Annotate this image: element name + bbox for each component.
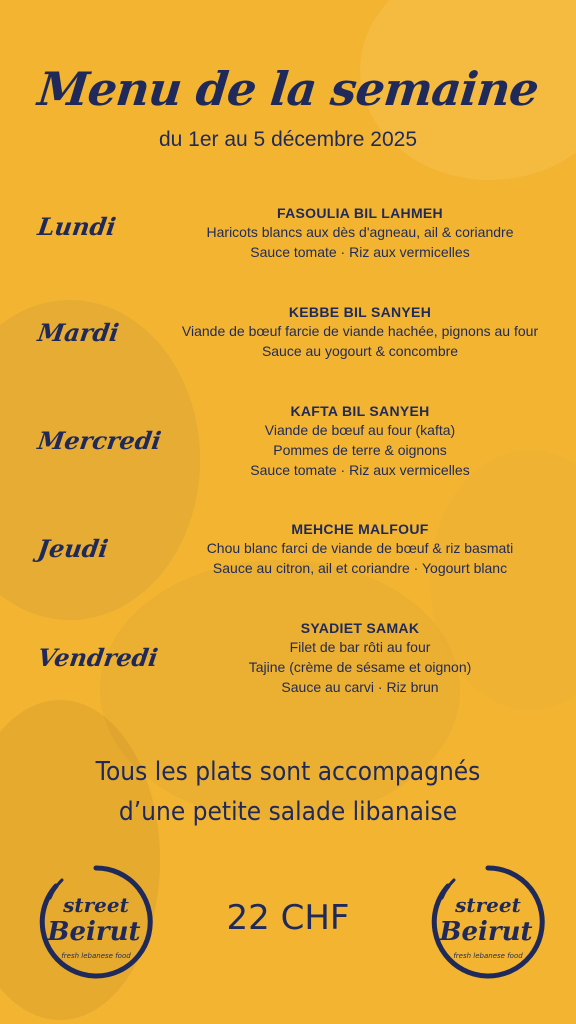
dish-description: Pommes de terre & oignons [273, 442, 447, 458]
logo-tagline: fresh lebanese food [61, 952, 131, 960]
menu-item-mercredi [160, 402, 560, 480]
dish-description: Sauce au citron, ail et coriandre · Yogourt blanc [212, 560, 508, 576]
dish-description: Viande de bœuf au four (kafta) [264, 422, 456, 438]
day-label-lundi: Lundi [35, 212, 118, 241]
dish-description: Viande de bœuf farcie de viande hachée, pignons au four [181, 323, 539, 339]
street-beirut-logo-left [36, 862, 156, 982]
dish-name: MEHCHE MALFOUF [291, 521, 429, 537]
street-beirut-logo-right [428, 862, 548, 982]
side-salad-note [29, 752, 547, 832]
dish-description: Haricots blancs aux dès d'agneau, ail & coriandre [206, 224, 514, 240]
logo-line2: Beirut [439, 917, 533, 947]
price: 22 CHF [226, 898, 350, 938]
logo-line1: street [455, 893, 521, 917]
page-title: Menu de la semaine [35, 62, 541, 116]
note-line: Tous les plats sont accompagnés [95, 757, 481, 787]
dish-name: SYADIET SAMAK [300, 620, 420, 636]
day-label-jeudi: Jeudi [35, 534, 111, 563]
note-line: d’une petite salade libanaise [118, 797, 458, 827]
logo-tagline: fresh lebanese food [453, 952, 523, 960]
dish-description: Tajine (crème de sésame et oignon) [248, 659, 472, 675]
menu-item-lundi [160, 204, 560, 262]
menu-item-vendredi [160, 619, 560, 697]
dish-name: KEBBE BIL SANYEH [288, 304, 432, 320]
day-label-mercredi: Mercredi [35, 426, 163, 455]
dish-description: Sauce au yogourt & concombre [261, 343, 459, 359]
menu-item-mardi [160, 303, 560, 361]
logo-line2: Beirut [47, 917, 141, 947]
dish-description: Sauce tomate · Riz aux vermicelles [250, 244, 470, 260]
date-range: du 1er au 5 décembre 2025 [158, 128, 418, 151]
dish-description: Filet de bar rôti au four [289, 639, 431, 655]
dish-name: FASOULIA BIL LAHMEH [277, 205, 443, 221]
dish-description: Sauce tomate · Riz aux vermicelles [250, 462, 470, 478]
dish-description: Sauce au carvi · Riz brun [281, 679, 439, 695]
menu-item-jeudi [160, 520, 560, 578]
dish-description: Chou blanc farci de viande de bœuf & riz basmati [206, 540, 514, 556]
day-label-mardi: Mardi [35, 318, 121, 347]
day-label-vendredi: Vendredi [35, 643, 160, 672]
dish-name: KAFTA BIL SANYEH [290, 403, 430, 419]
logo-line1: street [63, 893, 129, 917]
